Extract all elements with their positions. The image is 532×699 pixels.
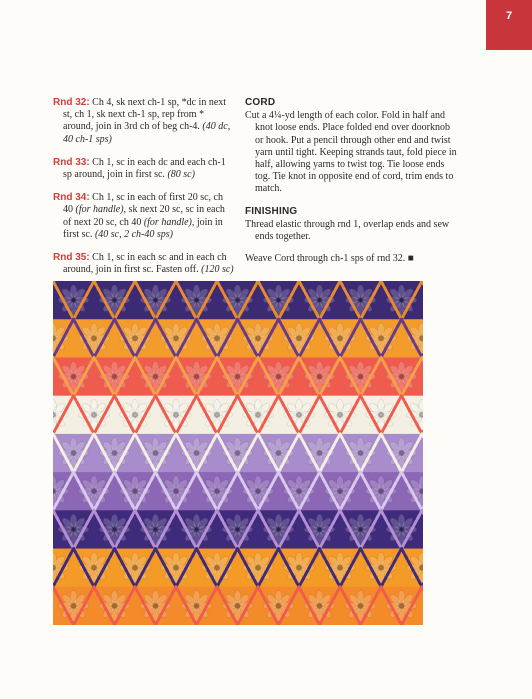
round-label: Rnd 33: bbox=[53, 156, 90, 168]
cord-heading: CORD bbox=[245, 97, 276, 108]
round-label: Rnd 34: bbox=[53, 192, 90, 204]
left-column bbox=[53, 97, 235, 287]
round-note: (for handle), bbox=[143, 216, 195, 228]
round-32 bbox=[53, 97, 235, 146]
finishing-instructions: Thread elastic through rnd 1, overlap ends and sew ends together. bbox=[245, 218, 450, 243]
round-33 bbox=[53, 157, 235, 181]
page-number-tab bbox=[486, 0, 532, 50]
crochet-stitch-photo bbox=[53, 281, 423, 625]
round-text: Ch 4, sk next ch-1 sp, *dc in next st, ch 1, sk next ch-1 sp, rep from * around, join in 3rd ch of beg ch-4. bbox=[63, 97, 227, 133]
round-label: Rnd 32: bbox=[53, 97, 90, 108]
round-count: (40 sc, 2 ch-40 sps) bbox=[94, 228, 173, 240]
round-text: Ch 1, sc in each sc and in each ch around, join in first sc. Fasten off. bbox=[63, 252, 227, 276]
crochet-pattern-illustration bbox=[53, 281, 423, 625]
round-text: Ch 1, sc in each dc and each ch-1 sp around, join in first sc. bbox=[63, 156, 226, 181]
yarn-band bbox=[53, 472, 423, 511]
yarn-band bbox=[53, 510, 423, 549]
round-34 bbox=[53, 192, 235, 241]
yarn-band bbox=[53, 549, 423, 588]
page-number: 7 bbox=[505, 10, 513, 22]
round-text: sk next 20 sc, sc in each of next 20 sc, ch 40 bbox=[63, 204, 225, 228]
round-count: (80 sc) bbox=[167, 169, 195, 181]
round-text: Ch 1, sc in each of first 20 sc, ch 40 bbox=[63, 192, 223, 216]
round-note: (for handle), bbox=[75, 204, 127, 216]
yarn-band bbox=[53, 357, 423, 396]
yarn-band bbox=[53, 434, 423, 473]
right-column bbox=[245, 97, 457, 265]
finishing-heading: FINISHING bbox=[245, 205, 298, 217]
cord-instructions: Cut a 4¼-yd length of each color. Fold in half and knot loose ends. Place folded end over doorknob or hook. Put a pencil through other end and twist yarn until tight. Keeping strands taut, fold piece in half, allowing yarns to twist tog. Tie loose ends tog. Tie knot in opposite end of cord, trim ends to match. bbox=[245, 110, 457, 195]
yarn-band bbox=[53, 587, 423, 625]
round-text: join in first sc. bbox=[63, 216, 223, 240]
round-35 bbox=[53, 252, 235, 276]
yarn-band bbox=[53, 281, 423, 320]
round-count: (40 dc, 40 ch-1 sps) bbox=[63, 121, 231, 145]
weave-instructions: Weave Cord through ch-1 sps of rnd 32. ■ bbox=[245, 253, 414, 265]
round-count: (120 sc) bbox=[201, 264, 234, 276]
yarn-band bbox=[53, 319, 423, 358]
yarn-band bbox=[53, 396, 423, 435]
round-label: Rnd 35: bbox=[53, 252, 90, 264]
